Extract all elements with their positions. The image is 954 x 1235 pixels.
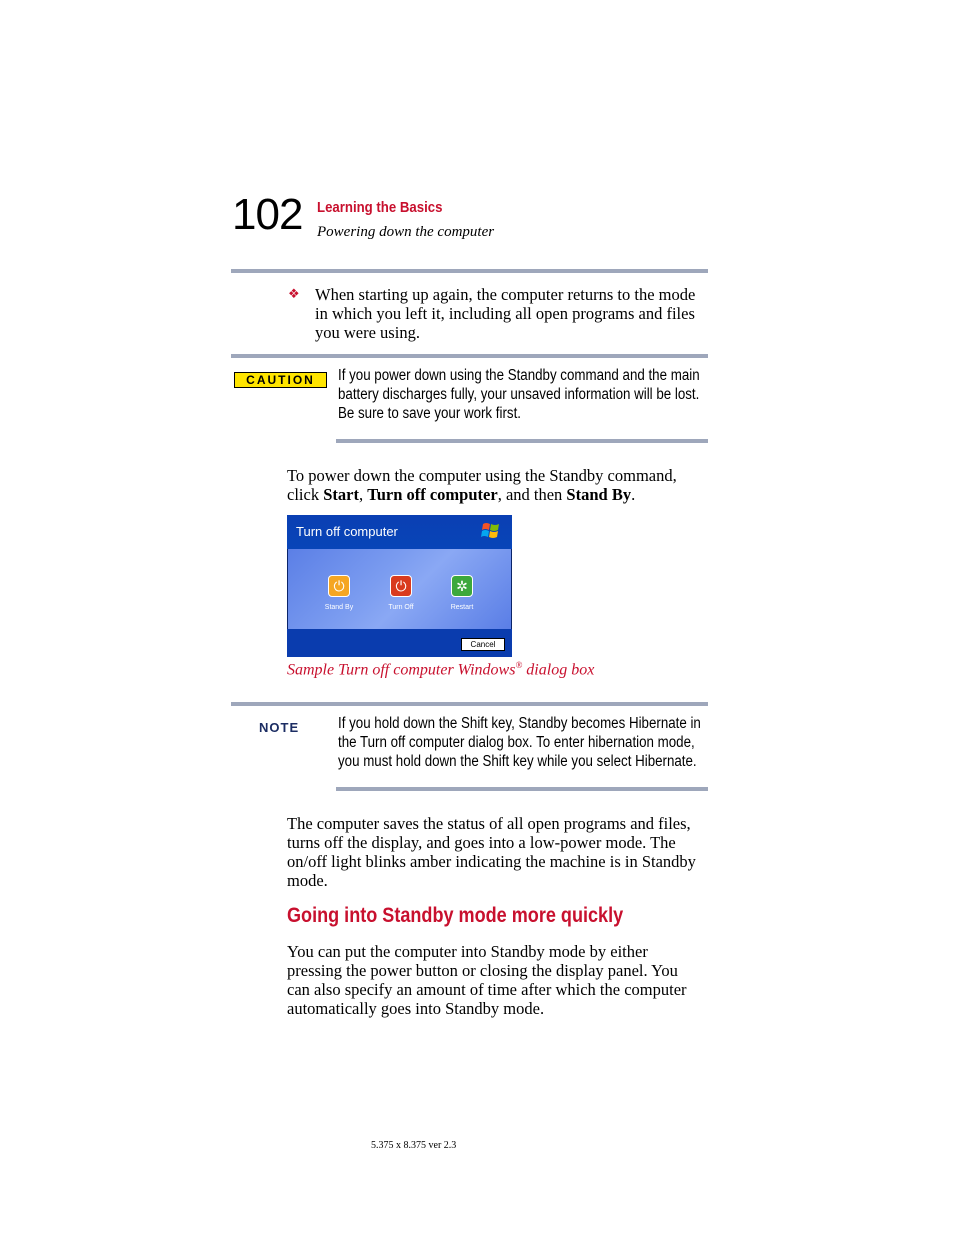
section-title: Powering down the computer <box>317 224 495 240</box>
instruction-paragraph <box>287 466 717 504</box>
paragraph-line: automatically goes into Standby mode. <box>287 999 545 1018</box>
instruction-line: To power down the computer using the Standby command, <box>287 466 677 485</box>
turn-off-button[interactable] <box>390 575 412 597</box>
caution-line: Be sure to save your work first. <box>338 405 521 422</box>
dialog-title: Turn off computer <box>296 524 398 539</box>
note-bottom-rule <box>336 787 708 791</box>
page-footer: 5.375 x 8.375 ver 2.3 <box>371 1140 457 1151</box>
bullet-diamond-icon: ❖ <box>288 286 300 301</box>
stand-by-term: Stand By <box>566 485 632 504</box>
bullet-text <box>315 285 715 342</box>
note-text <box>338 714 708 771</box>
bullet-line: you were using. <box>315 323 420 342</box>
note-line: the Turn off computer dialog box. To enter hibernation mode, <box>338 734 695 751</box>
paragraph-line: mode. <box>287 871 328 890</box>
paragraph-line: on/off light blinks amber indicating the machine is in Standby <box>287 852 696 871</box>
caution-bottom-rule <box>336 439 708 443</box>
note-line: If you hold down the Shift key, Standby becomes Hibernate in <box>338 715 701 732</box>
note-line: you must hold down the Shift key while you select Hibernate. <box>338 753 697 770</box>
turn-off-dialog <box>287 515 512 657</box>
caution-line: If you power down using the Standby command and the main <box>338 367 700 384</box>
paragraph-line: You can put the computer into Standby mode by either <box>287 942 648 961</box>
caution-line: battery discharges fully, your unsaved information will be lost. <box>338 386 700 403</box>
note-badge: NOTE <box>259 720 300 735</box>
top-rule <box>231 269 708 273</box>
turn-off-term: Turn off computer <box>367 485 498 504</box>
restart-icon: ✲ <box>456 578 468 594</box>
windows-logo-icon <box>480 520 502 542</box>
power-icon: ⏻ <box>395 578 407 594</box>
paragraph-line: The computer saves the status of all open programs and files, <box>287 814 691 833</box>
standby-quick-paragraph <box>287 942 717 1018</box>
paragraph-line: pressing the power button or closing the display panel. You <box>287 961 678 980</box>
paragraph-line: turns off the display, and goes into a low-power mode. The <box>287 833 676 852</box>
bullet-line: When starting up again, the computer returns to the mode <box>315 285 696 304</box>
start-term: Start <box>323 485 359 504</box>
page-number: 102 <box>232 190 303 239</box>
dialog-body <box>288 549 511 629</box>
caution-text <box>338 366 708 423</box>
instruction-line: click Start, Turn off computer, and then Stand By. <box>287 485 636 504</box>
stand-by-label: Stand By <box>324 604 354 611</box>
paragraph-line: can also specify an amount of time after which the computer <box>287 980 687 999</box>
note-top-rule <box>231 702 708 706</box>
restart-label: Restart <box>450 604 474 611</box>
chapter-title: Learning the Basics <box>317 199 443 216</box>
caution-badge: CAUTION <box>234 372 327 388</box>
caution-top-rule <box>231 354 708 358</box>
power-icon: ⏻ <box>333 578 345 594</box>
stand-by-button[interactable] <box>328 575 350 597</box>
standby-description <box>287 814 717 890</box>
figure-caption: Sample Turn off computer Windows® dialog box <box>287 660 595 679</box>
restart-button[interactable] <box>451 575 473 597</box>
turn-off-label: Turn Off <box>388 604 414 611</box>
section-heading: Going into Standby mode more quickly <box>287 904 624 927</box>
cancel-button[interactable]: Cancel <box>461 638 505 651</box>
bullet-line: in which you left it, including all open programs and files <box>315 304 695 323</box>
